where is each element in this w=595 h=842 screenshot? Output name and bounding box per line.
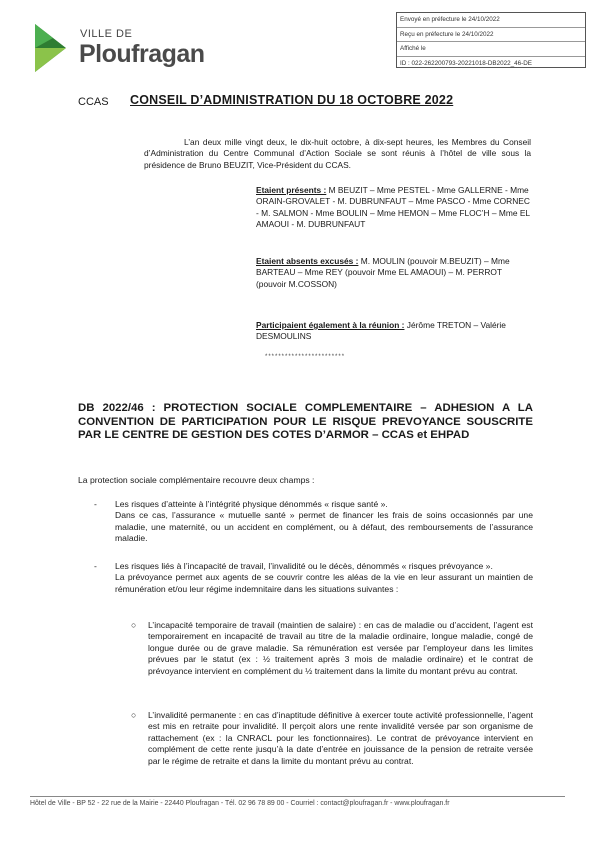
item-health-text: Dans ce cas, l’assurance « mutuelle santé » permet de financer les frais de soins occasionnés par une maladie, une maternité, ou un accident en complément, ou à défaut, des remboursements de l’assurance maladie. [115, 510, 533, 544]
ccas-label: CCAS [78, 96, 109, 108]
item-health-title: Les risques d’atteinte à l’intégrité physique dénommés « risque santé ». [115, 499, 388, 509]
present-members [256, 185, 531, 230]
stamp-line-posted: Affiché le [397, 42, 585, 57]
stamp-line-id: ID : 022-262200793-20221018-DB2022_46-DE [400, 59, 532, 67]
absent-list: M. MOULIN (pouvoir M.BEUZIT) – Mme BARTEAU – Mme REY (pouvoir Mme EL AMAOUI) – M. PERROT (pouvoir M.COSSON) [256, 256, 510, 289]
intro-paragraph: L’an deux mille vingt deux, le dix-huit octobre, à dix-sept heures, les Membres du Conseil d’Administration du Centre Communal d’Action Sociale se sont réunis à l’hôtel de ville sous la présidence de Bruno BEUZIT, Vice-Président du CCAS. [144, 137, 531, 170]
list-item-prevoyance [115, 561, 533, 595]
page-footer: Hôtel de Ville - BP 52 - 22 rue de la Mairie - 22440 Ploufragan - Tél. 02 96 78 89 00 - Courriel : contact@ploufragan.fr - www.ploufragan.fr [30, 800, 450, 807]
deliberation-title: DB 2022/46 : PROTECTION SOCIALE COMPLEMENTAIRE – ADHESION A LA CONVENTION DE PARTICIPATION POUR LE RISQUE PREVOYANCE SOUSCRITE PAR LE CENTRE DE GESTION DES COTES D’ARMOR – CCAS et EHPAD [78, 402, 533, 442]
stamp-line-received: Reçu en préfecture le 24/10/2022 [397, 28, 585, 43]
page-title: CONSEIL D’ADMINISTRATION DU 18 OCTOBRE 2022 [130, 93, 454, 107]
item-prevoyance-title: Les risques liés à l’incapacité de travail, l’invalidité ou le décès, dénommés « risques prévoyance ». [115, 561, 493, 571]
bullet-dash: - [94, 499, 97, 509]
stamp-line-sent: Envoyé en préfecture le 24/10/2022 [397, 13, 585, 28]
absent-members [256, 256, 531, 290]
participants-label: Participaient également à la réunion : [256, 320, 405, 330]
absent-label: Etaient absents excusés : [256, 256, 359, 266]
bullet-dash: - [94, 561, 97, 571]
present-list: M BEUZIT – Mme PESTEL - Mme GALLERNE - Mme ORAIN-GROVALET - M. DUBRUNFAUT – Mme PASCO - Mme CORNEC - M. SALMON - Mme BOULIN – Mme HEMON – Mme FLOC’H – Mme EL AMAOUI - M. DUBRUNFAUT [256, 185, 530, 229]
separator: ************************ [265, 354, 346, 360]
body-intro: La protection sociale complémentaire recouvre deux champs : [78, 475, 315, 485]
bullet-circle: ○ [131, 620, 137, 630]
present-label: Etaient présents : [256, 185, 327, 195]
list-item-health [115, 499, 533, 545]
sub-item-invalidity: L’invalidité permanente : en cas d’inaptitude définitive à exercer toute activité professionnelle, l’agent est mis en retraite pour invalidité. Il perçoit alors une rente invalidité versée par son organisme de rattachement (ex : la CNRACL pour les fonctionnaires). Le contrat de prévoyance intervient en complément de cette rente jusqu’à la date d’entrée en jouissance de la pension de retraite versée par le régime de retraite et dans la limite du montant prévu au contrat. [148, 710, 533, 766]
logo-ville-text: VILLE DE [80, 28, 133, 40]
logo-city-name: Ploufragan [79, 40, 205, 68]
prefecture-stamp [396, 12, 586, 68]
footer-divider [30, 796, 565, 797]
participants-list: Jérôme TRETON – Valérie DESMOULINS [256, 320, 506, 342]
bullet-circle: ○ [131, 710, 137, 720]
ploufragan-leaf-logo [33, 22, 69, 74]
item-prevoyance-text: La prévoyance permet aux agents de se couvrir contre les aléas de la vie en leur assurant un maintien de rémunération et/ou leur régime indemnitaire dans les situations suivantes : [115, 572, 533, 594]
participants [256, 320, 531, 343]
sub-item-incapacity: L’incapacité temporaire de travail (maintien de salaire) : en cas de maladie ou d’accident, l’agent est temporairement en incapacité de travail au titre de la maladie ordinaire, longue maladie, congé de longue durée ou de grave maladie. Sa rémunération est versée par l’employeur dans les limites prévues par le statut (ex : ½ traitement après 3 mois de maladie ordinaire) et le contrat de prévoyance intervient en complément du ½ traitement dans la limite du montant prévu au contrat. [148, 620, 533, 676]
